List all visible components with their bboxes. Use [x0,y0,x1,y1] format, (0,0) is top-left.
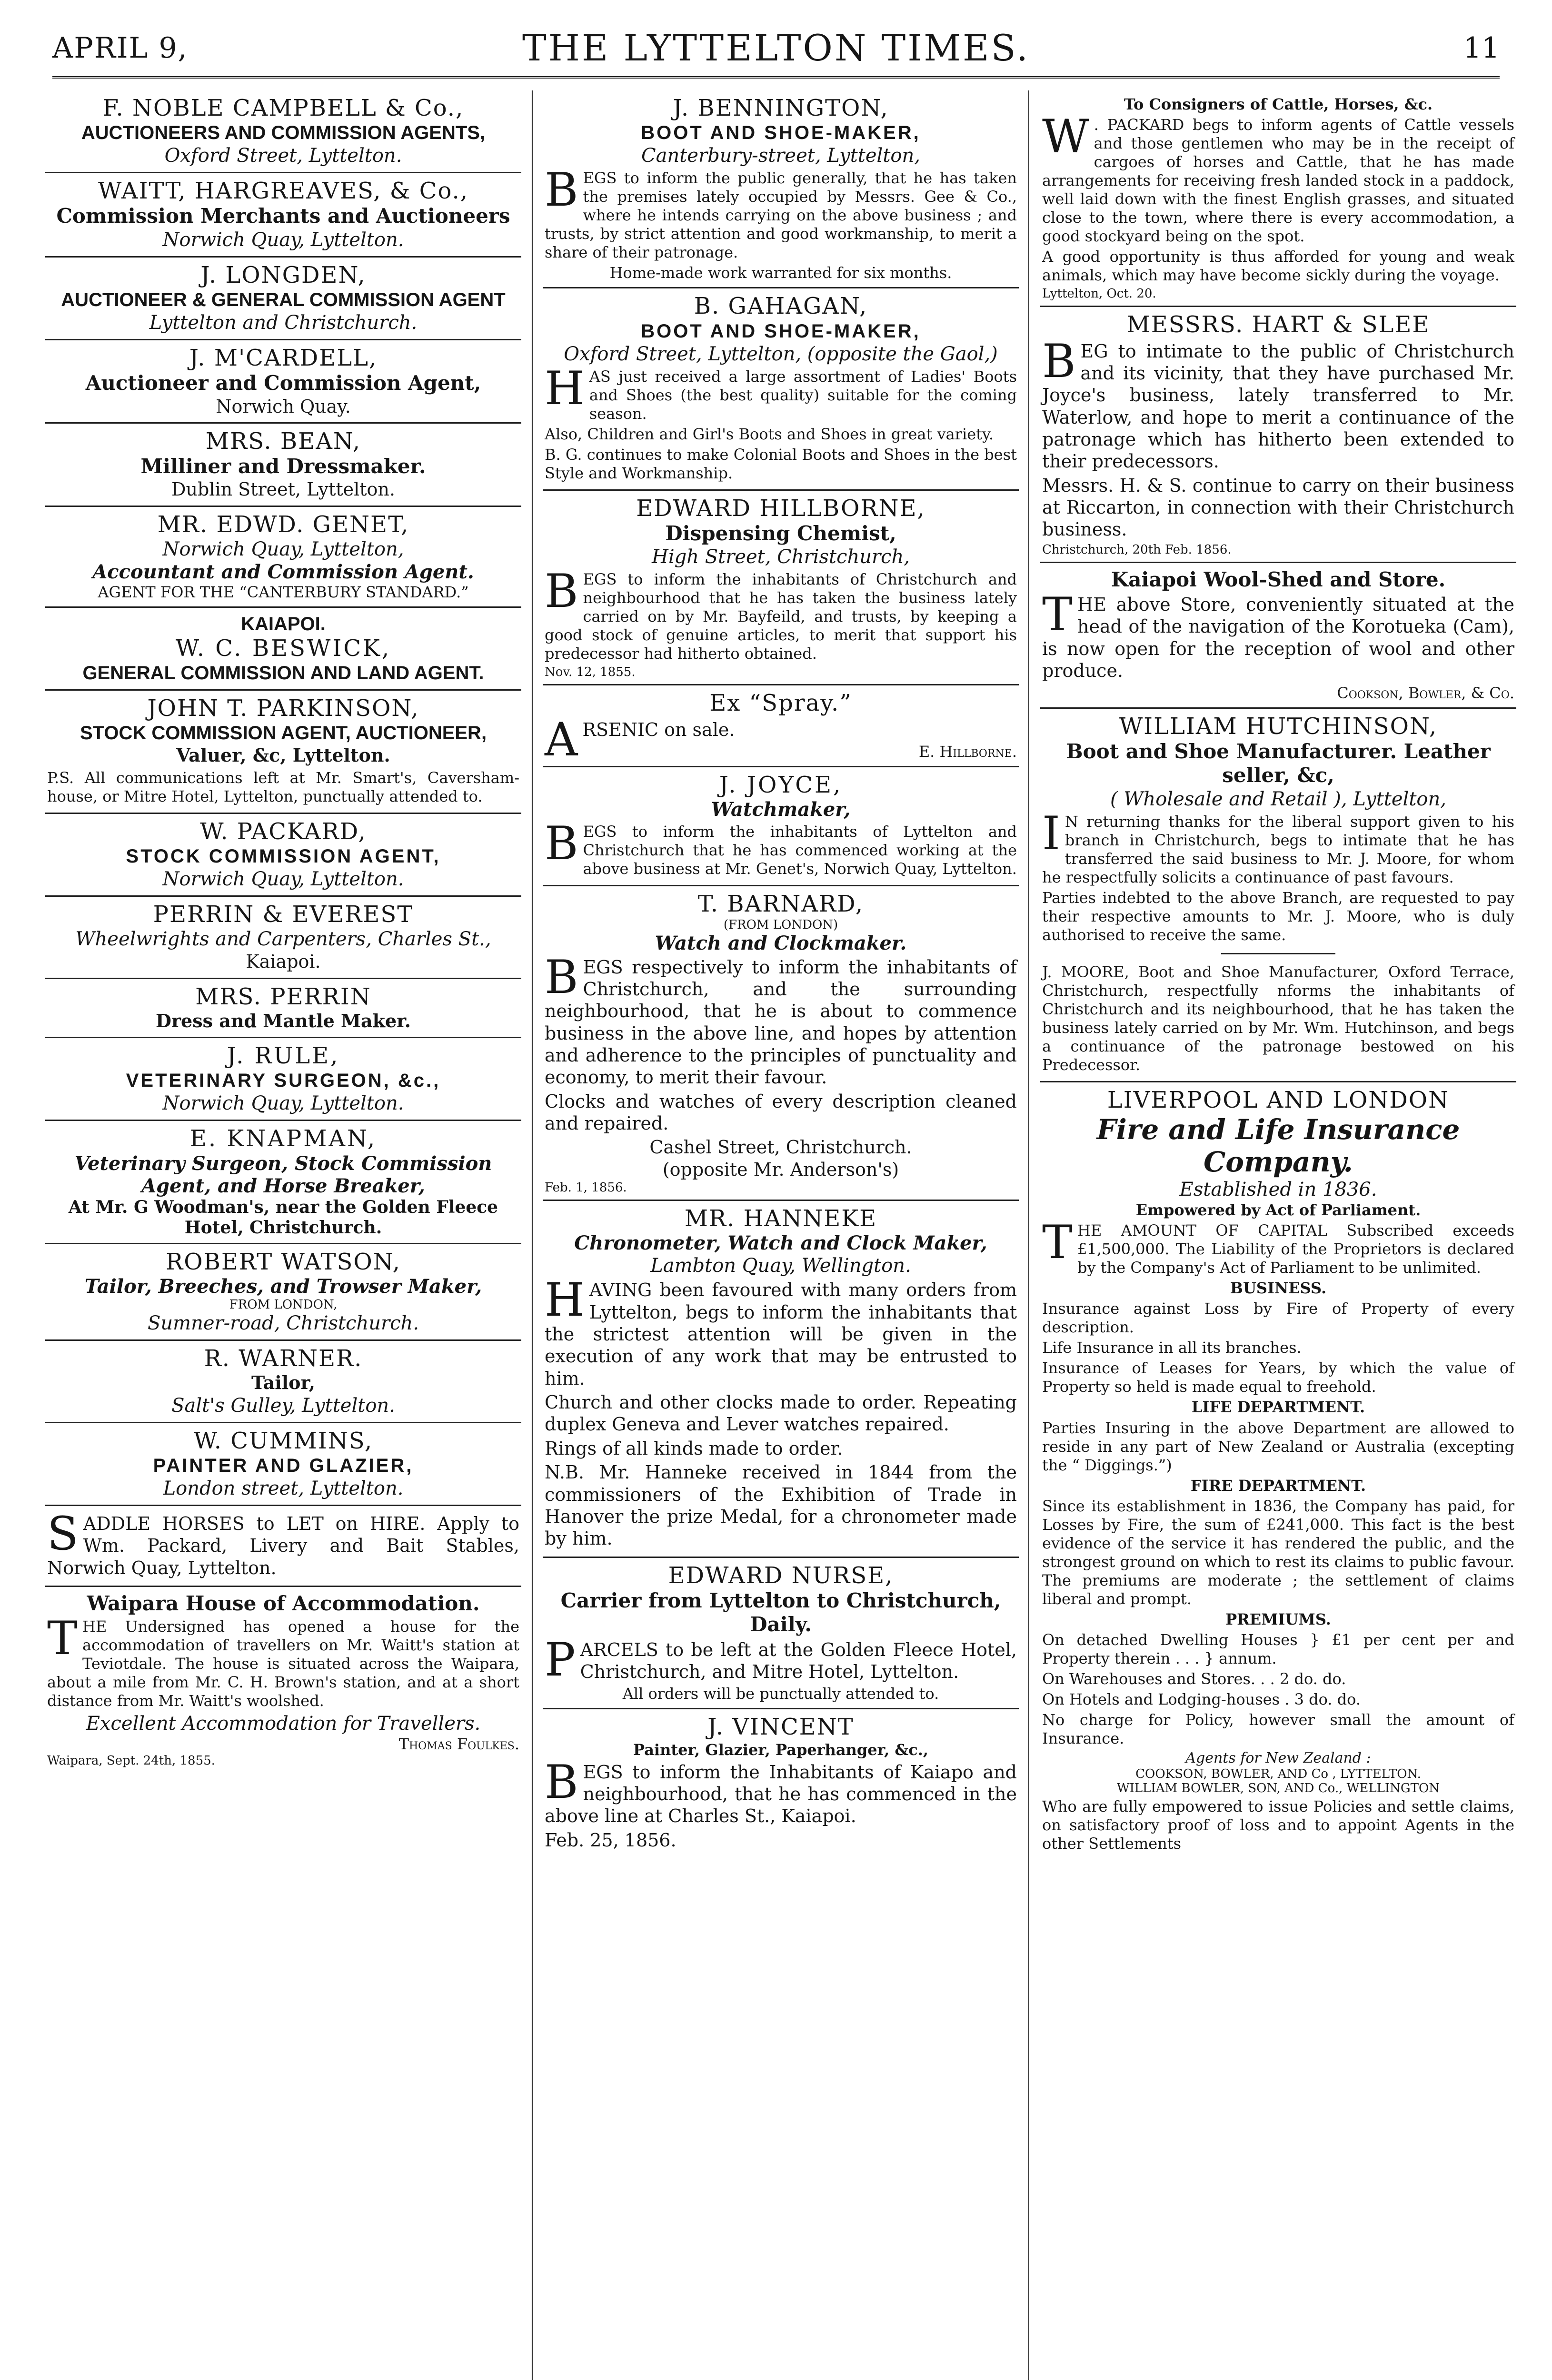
drop-cap: B [1042,334,1076,388]
ad-role: AUCTIONEER & GENERAL COMMISSION AGENT [61,289,506,310]
ad-body: B. G. continues to make Colonial Boots and Shoes in the best Style and Workmanship. [545,445,1017,482]
ad-address: Oxford Street, Lyttelton. [164,145,402,167]
ad-address: ( Wholesale and Retail ), Lyttelton, [1110,788,1446,810]
ad-signature: Thomas Foulkes. [398,1735,519,1754]
ad-role: Accountant and Commission Agent. [92,561,474,584]
ad-role: Chronometer, Watch and Clock Maker, [574,1232,987,1255]
ad-body: HE Undersigned has opened a house for the accommodation of travellers on Mr. Waitt's station at Teviotdale. The house is situated across the Waipara, about a mile from Mr. C. H. Brown's station, and at a short distance from Mr. Waitt's woolshed. [47,1617,519,1710]
ad-address: Wheelwrights and Carpenters, Charles St., [75,928,491,951]
ad-title: To Consigners of Cattle, Horses, &c. [1124,95,1433,113]
ad-longden [45,258,521,340]
ad-name: J. JOYCE, [719,772,843,799]
drop-cap: T [47,1612,78,1666]
ad-body: Church and other clocks made to order. Repeating duplex Geneva and Lever watches repaired. [545,1392,1017,1435]
ad-knapman [45,1121,521,1244]
drop-cap: S [47,1507,79,1560]
ad-body: N.B. Mr. Hanneke received in 1844 from the commissioners of the Exhibition of Trade in Hanover the prize Medal, for a chronometer made by him. [545,1462,1017,1549]
ad-address: Norwich Quay, Lyttelton. [162,1092,404,1115]
premium-row: On Warehouses and Stores. . . 2 do. do. [1042,1669,1346,1688]
ad-warner [45,1341,521,1423]
ad-address: Salt's Gulley, Lyttelton. [171,1394,395,1417]
ad-address: Cashel Street, Christchurch. [649,1137,912,1158]
ad-date: Waipara, Sept. 24th, 1855. [47,1754,215,1768]
ad-date: Lyttelton, Oct. 20. [1042,287,1156,301]
ad-name: F. NOBLE CAMPBELL & Co., [102,95,464,121]
ad-name: MR. EDWD. GENET, [157,511,409,538]
drop-cap: P [545,1633,576,1686]
ad-body: N returning thanks for the liberal support given to his branch in Christchurch, begs to intimate that he has transferred the said business to Mr. J. Moore, for whom he respectfully solicits a continuance of past favours. [1042,812,1514,886]
ad-name: PERRIN & EVEREST [153,901,414,928]
ad-name: R. WARNER. [204,1345,363,1372]
ad-name: W. PACKARD, [200,818,367,845]
ad-campbell [45,90,521,173]
agent-line: COOKSON, BOWLER, AND Co , LYTTELTON. [1135,1767,1421,1782]
ad-body: Also, Children and Girl's Boots and Shoes in great variety. [545,425,994,443]
ad-body: EGS to inform the inhabitants of Christchurch and neighbourhood that he has taken the business lately carried on by Mr. Bayfeild, and trusts, by keeping a good stock of genuine articles, to merit that support his predecessor had hitherto obtained. [545,570,1017,663]
ad-from: FROM LONDON, [229,1298,338,1312]
ad-role: BOOT AND SHOE-MAKER, [641,122,921,144]
ad-body: A good opportunity is thus afforded for young and weak animals, which may have become sickly during the voyage. [1042,248,1514,285]
ad-role: Dispensing Chemist, [665,521,896,545]
ad-body: AVING been favoured with many orders from Lyttelton, begs to inform the inhabitants that the strictest attention will be given in the execution of any work that may be entrusted to him. [545,1279,1017,1389]
drop-cap: T [1042,588,1073,642]
section-heading: BUSINESS. [1230,1279,1327,1298]
ad-bean [45,424,521,507]
drop-cap: T [1042,1216,1073,1269]
ad-title: Waipara House of Accommodation. [87,1591,480,1615]
ad-signature: Cookson, Bowler, & Co. [1337,684,1514,702]
ad-name: W. C. BESWICK, [175,635,391,662]
ad-role: PAINTER AND GLAZIER, [153,1455,414,1476]
ad-body: EGS to inform the inhabitants of Lyttelton and Christchurch that he has commenced working at the above business at Mr. Genet's, Norwich Quay, Lyttelton. [583,823,1017,878]
ad-role: Tailor, [251,1372,315,1394]
ad-name: J. VINCENT [707,1714,854,1741]
column-1 [45,90,521,2380]
ad-body: RSENIC on sale. [582,719,735,740]
ad-note: Home-made work warranted for six months. [609,264,952,282]
ad-name: JOHN T. PARKINSON, [147,695,419,722]
ad-hanneke [543,1201,1019,1558]
column-3 [1040,90,1516,2380]
ad-date: Christchurch, 20th Feb. 1856. [1042,542,1232,557]
ad-name: ROBERT WATSON, [166,1248,401,1275]
ad-name: W. CUMMINS, [193,1427,373,1454]
ad-body: ARCELS to be left at the Golden Fleece Hotel, Christchurch, and Mitre Hotel, Lyttelton. [580,1639,1017,1682]
issue-date: APRIL 9, [52,31,188,65]
ad-note: All orders will be punctually attended to. [622,1685,939,1703]
ad-address: Norwich Quay. [216,396,351,417]
ad-hutchinson [1040,709,1516,1082]
ad-name: E. KNAPMAN, [189,1125,377,1152]
ad-hart-slee [1040,307,1516,563]
ad-body: P.S. All communications left at Mr. Smart's, Caversham-house, or Mitre Hotel, Lyttelton, punctually attended to. [47,768,519,805]
ad-barnard [543,886,1019,1201]
ad-address: Norwich Quay, Lyttelton. [162,868,404,891]
column-rule [531,90,533,2380]
ad-signature: E. Hillborne. [918,743,1017,761]
ad-name: T. BARNARD, [697,891,864,918]
ad-address: Norwich Quay, Lyttelton. [162,228,404,251]
ad-packard [45,814,521,897]
ad-name: J. M'CARDELL, [189,344,378,371]
drop-cap: H [545,1273,585,1327]
drop-cap: B [545,163,578,217]
ad-name: J. RULE, [227,1042,340,1070]
ad-body: Messrs. H. & S. continue to carry on their business at Riccarton, in connection with their Christchurch business. [1042,475,1514,540]
section-heading: PREMIUMS. [1225,1610,1331,1628]
ad-title: Kaiapoi Wool-Shed and Store. [1111,567,1446,591]
ad-address: Canterbury-street, Lyttelton, [641,145,920,167]
ad-body: Rings of all kinds made to order. [545,1438,843,1459]
ad-name: J. BENNINGTON, [673,95,889,121]
ad-body: EGS to inform the Inhabitants of Kaiapo and neighbourhood, that he has commenced in the above line at Charles St., Kaiapoi. [545,1761,1017,1827]
ad-body: Insurance of Leases for Years, by which the value of Property so held is made equal to freehold. [1042,1359,1514,1396]
ad-waitt [45,173,521,258]
ad-role: BOOT AND SHOE-MAKER, [641,320,921,342]
ad-waipara [45,1587,521,1773]
premium-row: On detached Dwelling Houses } £1 per cent per and Property therein . . . } annum. [1042,1630,1514,1667]
ad-body: EGS to inform the public generally, that he has taken the premises lately occupied by Messrs. Gee & Co., where he intends carrying on the above business ; and trusts, by strict attention and good workmanship, to merit a share of their patronage. [545,169,1017,262]
ad-body: No charge for Policy, however small the amount of Insurance. [1042,1710,1514,1747]
ad-company: Fire and Life Insurance Company. [1096,1113,1460,1179]
premium-row: On Hotels and Lodging-houses . 3 do. do. [1042,1690,1361,1708]
ad-name: B. GAHAGAN, [694,293,868,320]
ad-body: Life Insurance in all its branches. [1042,1339,1302,1357]
ad-body: HE above Store, conveniently situated at the head of the navigation of the Korotueka (Cam), is now open for the reception of wool and other produce. [1042,594,1514,682]
ad-body: J. MOORE, Boot and Shoe Manufacturer, Oxford Terrace, Christchurch, respectfully nforms the inhabitants of Christchurch and its neighbourhood, that he has taken the business lately carried on by Mr. Wm. Hutchinson, and begs a continuance of the patronage bestowed on his Predecessor. [1042,962,1514,1074]
ad-body: Parties indebted to the above Branch, are requested to pay their respective amounts to Mr. J. Moore, who is duly authorised to receive the same. [1042,888,1514,944]
ad-date: Feb. 1, 1856. [545,1180,627,1195]
ad-role: Milliner and Dressmaker. [140,455,426,478]
ad-hillborne [543,491,1019,686]
ad-role: Commission Merchants and Auctioneers [56,204,510,228]
ad-address: Lambton Quay, Wellington. [650,1255,911,1277]
ad-body: EGS respectively to inform the inhabitants of Christchurch, and the surrounding neighbourhood, that he is about to commence business in the above line, and hopes by attention and adherence to the principles of punctuality and economy, to merit their favour. [545,956,1017,1088]
ad-address: Sumner-road, Christchurch. [147,1312,419,1335]
ad-body: Since its establishment in 1836, the Company has paid, for Losses by Fire, the sum of £241,000. This fact is the best evidence of the service it has rendered the public, and the strongest ground on which to rest its claims to public favour. The premiums are moderate ; the settlement of claims liberal and prompt. [1042,1497,1514,1608]
ad-kaiapoi-wool [1040,563,1516,709]
ad-perrin-everest [45,897,521,979]
newspaper-title: THE LYTTELTON TIMES. [522,27,1030,69]
ad-role: GENERAL COMMISSION AND LAND AGENT. [82,663,484,684]
ad-bennington [543,90,1019,288]
ad-packard-cattle [1040,90,1516,307]
ad-address: Oxford Street, Lyttelton, (opposite the Gaol,) [564,343,998,365]
ad-name: EDWARD HILLBORNE, [636,495,925,522]
ad-address: Lyttelton and Christchurch. [149,311,418,334]
ad-role: Dress and Mantle Maker. [156,1010,411,1031]
ad-role: Carrier from Lyttelton to Christchurch, Daily. [560,1588,1001,1636]
ad-liverpool-london [1040,1082,1516,1860]
ad-note: Excellent Accommodation for Travellers. [86,1713,481,1735]
drop-cap: B [545,817,578,871]
ad-body: Who are fully empowered to issue Policies and settle claims, on satisfactory proof of loss and to appoint Agents in the other Settlements [1042,1797,1514,1853]
ad-role: Watch and Clockmaker. [655,932,907,954]
section-heading: Agents for New Zealand : [1185,1750,1371,1767]
ad-joyce [543,767,1019,886]
ad-from: (FROM LONDON) [723,917,838,932]
ad-body: Parties Insuring in the above Department are allowed to reside in any part of New Zealand or Australia (excepting the “ Diggings.”) [1042,1418,1514,1474]
header-rule [52,76,1500,81]
drop-cap: A [545,713,578,766]
agent-line: WILLIAM BOWLER, SON, AND Co., WELLINGTON [1116,1781,1440,1796]
ad-gahagan [543,288,1019,490]
ad-mrs-perrin [45,979,521,1039]
ad-role: VETERINARY SURGEON, &c., [126,1070,441,1091]
ad-role: Veterinary Surgeon, Stock Commission Agent, and Horse Breaker, [74,1152,492,1197]
ad-address: High Street, Christchurch, [651,546,910,568]
drop-cap: H [545,361,585,415]
ad-beswick [45,608,521,691]
ad-established: Established in 1836. [1179,1179,1377,1201]
ad-line: Valuer, &c, Lyttelton. [176,744,390,766]
ad-role: AUCTIONEERS AND COMMISSION AGENTS, [81,122,486,144]
ad-empowered: Empowered by Act of Parliament. [1135,1201,1421,1220]
section-heading: FIRE DEPARTMENT. [1190,1476,1366,1495]
ad-rule [45,1038,521,1121]
ad-address: Dublin Street, Lyttelton. [171,479,395,500]
ad-vincent [543,1709,1019,1856]
ad-body: HE AMOUNT OF CAPITAL Subscribed exceeds £1,500,000. The Liability of the Proprietors is declared by the Company's Act of Parliament to be unlimited. [1077,1221,1514,1277]
ad-nurse [543,1558,1019,1710]
ad-place: Kaiapoi. [246,951,321,972]
ad-date: Nov. 12, 1855. [545,665,636,680]
ad-mccardell [45,340,521,424]
ad-name: J. LONGDEN, [200,261,366,288]
ad-role: Watchmaker, [711,798,851,821]
ad-note: AGENT FOR THE “CANTERBURY STANDARD.” [98,583,469,602]
ad-body: EG to intimate to the public of Christchurch and its vicinity, that they have purchased Mr. Joyce's business, lately transferred to Mr. Waterlow, and hope to merit a continuance of the patronage which has hitherto been extended to their predecessors. [1042,340,1514,472]
ad-parkinson [45,691,521,814]
ad-name: LIVERPOOL AND LONDON [1107,1086,1450,1113]
divider [1221,953,1335,954]
ad-date: Feb. 25, 1856. [545,1829,677,1851]
ad-saddle-horses [45,1506,521,1587]
drop-cap: I [1042,806,1060,860]
ad-role: Tailor, Breeches, and Trowser Maker, [84,1275,482,1298]
column-2 [543,90,1019,2380]
ad-address: At Mr. G Woodman's, near the Golden Fleece Hotel, Christchurch. [68,1197,498,1238]
ad-watson [45,1244,521,1341]
ad-name: EDWARD NURSE, [668,1562,894,1589]
drop-cap: W [1042,110,1089,164]
ad-address: London street, Lyttelton. [163,1477,404,1499]
ad-arsenic [543,685,1019,767]
ad-role: STOCK COMMISSION AGENT, AUCTIONEER, [80,723,487,744]
section-heading: LIFE DEPARTMENT. [1191,1398,1365,1417]
column-rule [1028,90,1030,2380]
ad-name: MRS. PERRIN [195,983,371,1010]
drop-cap: B [545,565,578,618]
ad-body: AS just received a large assortment of Ladies' Boots and Shoes (the best quality) suitable for the coming season. [589,367,1017,423]
ad-name: WILLIAM HUTCHINSON, [1119,713,1438,740]
ad-address: Norwich Quay, Lyttelton, [162,538,404,561]
ad-genet [45,507,521,608]
ad-name: MR. HANNEKE [684,1205,877,1232]
drop-cap: B [545,950,578,1004]
ad-role: STOCK COMMISSION AGENT, [126,846,441,867]
ad-body: Clocks and watches of every description cleaned and repaired. [545,1091,1017,1134]
ad-name: MRS. BEAN, [205,427,361,455]
ad-body: ADDLE HORSES to LET on HIRE. Apply to Wm. Packard, Livery and Bait Stables, Norwich Quay, Lyttelton. [47,1513,519,1578]
drop-cap: B [545,1755,578,1809]
ad-body: Insurance against Loss by Fire of Property of every description. [1042,1299,1514,1337]
ad-name: MESSRS. HART & SLEE [1126,311,1430,338]
ad-address: (opposite Mr. Anderson's) [662,1159,899,1180]
ad-body: . PACKARD begs to inform agents of Cattle vessels and those gentlemen who may be in the receipt of cargoes of horses and Cattle, that he has made arrangements for receiving fresh landed stock in a paddock, well laid down with the finest English grasses, and situated close to the town, where there is every accommodation, a good stockyard being on the spot. [1042,116,1514,246]
ad-place: KAIAPOI. [241,614,326,635]
ad-cummins [45,1423,521,1506]
ad-ship: Ex “Spray.” [709,690,852,717]
page-number: 11 [1463,31,1500,65]
ad-role: Auctioneer and Commission Agent, [85,371,481,395]
ad-role: Boot and Shoe Manufacturer. Leather seller, &c, [1066,739,1491,787]
ad-name: WAITT, HARGREAVES, & Co., [98,178,469,205]
ad-role: Painter, Glazier, Paperhanger, &c., [633,1740,929,1759]
